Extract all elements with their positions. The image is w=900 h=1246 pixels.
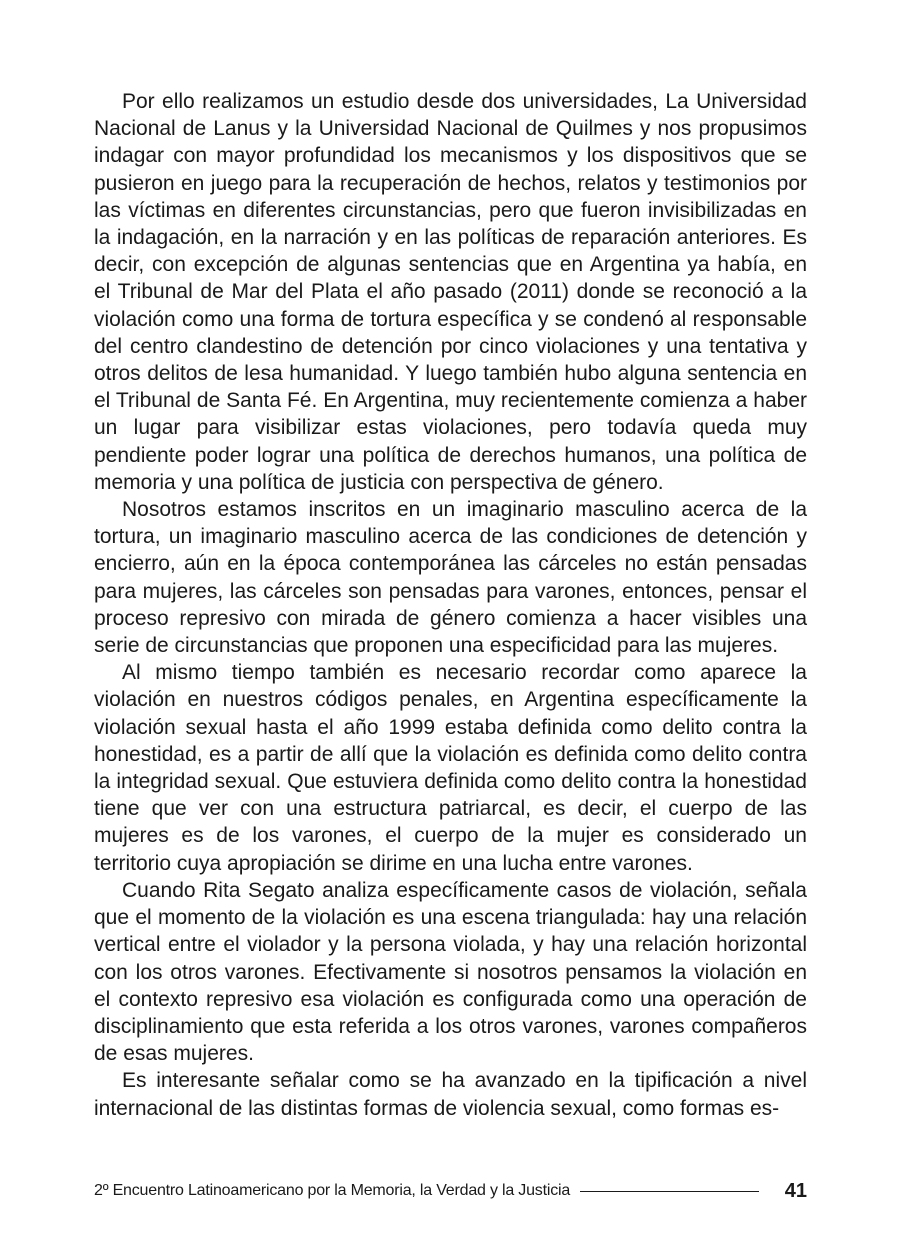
page-number: 41 (784, 1179, 807, 1202)
paragraph: Es interesante señalar como se ha avanzado en la tipificación a nivel internacional de las distintas formas de violencia sexual, como formas es- (94, 1069, 807, 1120)
paragraph: Cuando Rita Segato analiza específicamente casos de violación, señala que el momento de la violación es una escena triangulada: hay una relación vertical entre el violador y la persona violada, y hay una relación horizontal con los otros varones. Efectivamente si nosotros pensamos la violación en el contexto represivo esa violación es configurada como una operación de disciplinamiento que esta referida a los otros varones, varones compañeros de esas mujeres. (94, 878, 807, 1066)
footer-title: 2º Encuentro Latinoamericano por la Memoria, la Verdad y la Justicia (94, 1182, 571, 1199)
paragraph: Por ello realizamos un estudio desde dos universidades, La Universidad Nacional de Lanus y la Universidad Nacional de Quilmes y nos propusimos indagar con mayor profundidad los mecanismos y los dispositivos que se pusieron en juego para la recuperación de hechos, relatos y testimonios por las víctimas en diferentes circunstancias, pero que fueron invisibilizadas en la indagación, en la narración y en las políticas de reparación anteriores. Es decir, con excepción de algunas sentencias que en Argentina ya había, en el Tribunal de Mar del Plata el año pasado (2011) donde se reconoció a la violación como una forma de tortura específica y se condenó al responsable del centro clandestino de detención por cinco violaciones y una tentativa y otros delitos de lesa humanidad. Y luego también hubo alguna sentencia en el Tribunal de Santa Fé. En Argentina, muy recientemente comienza a haber un lugar para visibilizar estas violaciones, pero todavía queda muy pendiente poder lograr una política de derechos humanos, una política de memoria y una política de justicia con perspectiva de género. (94, 90, 807, 494)
footer-rule (580, 1191, 759, 1192)
page-footer (94, 1178, 807, 1204)
paragraph: Al mismo tiempo también es necesario recordar como aparece la violación en nuestros códigos penales, en Argentina específicamente la violación sexual hasta el año 1999 estaba definida como delito contra la honestidad, es a partir de allí que la violación es definida como delito contra la integridad sexual. Que estuviera definida como delito contra la honestidad tiene que ver con una estructura patriarcal, es decir, el cuerpo de las mujeres es de los varones, el cuerpo de la mujer es considerado un territorio cuya apropiación se dirime en una lucha entre varones. (94, 661, 807, 875)
body-text (94, 88, 807, 1122)
paragraph: Nosotros estamos inscritos en un imaginario masculino acerca de la tortura, un imaginario masculino acerca de las condiciones de detención y encierro, aún en la época contemporánea las cárceles no están pensadas para mujeres, las cárceles son pensadas para varones, entonces, pensar el proceso represivo con mirada de género comienza a hacer visibles una serie de circunstancias que proponen una especificidad para las mujeres. (94, 498, 807, 658)
